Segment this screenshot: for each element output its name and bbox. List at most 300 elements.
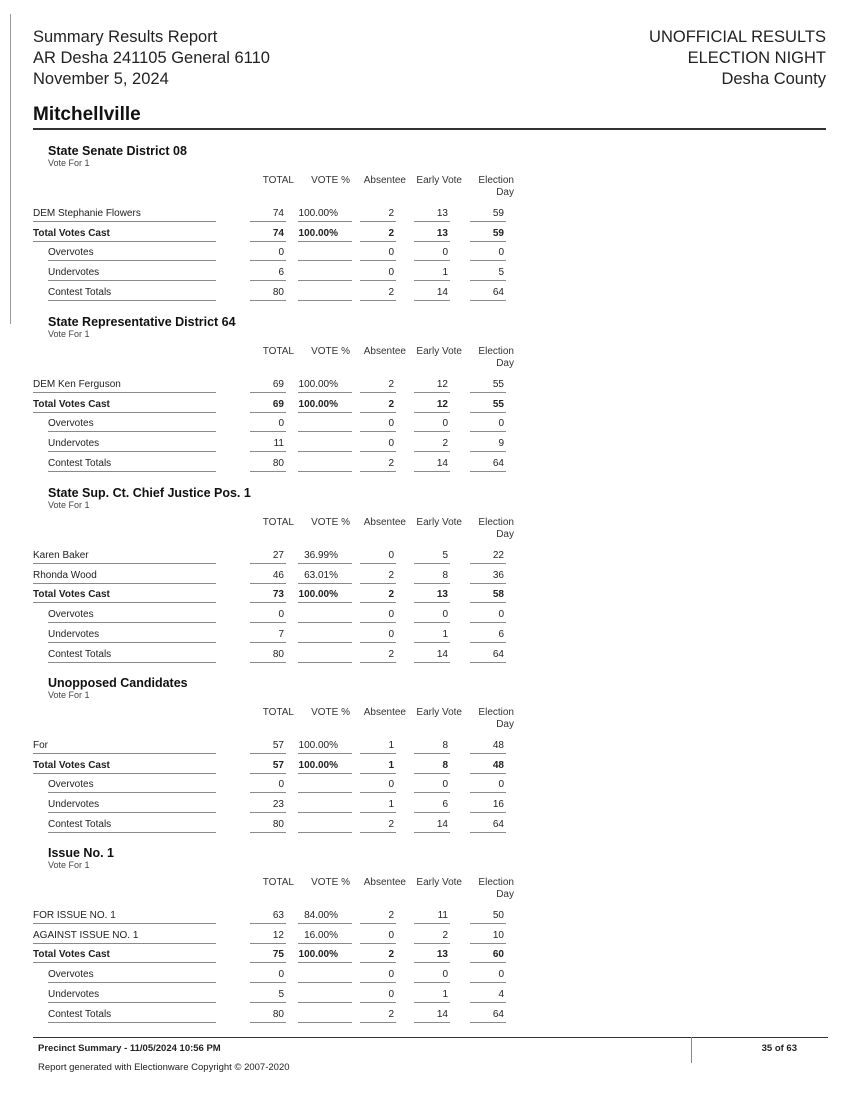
- row-underline: [470, 1002, 506, 1003]
- status-unofficial: UNOFFICIAL RESULTS: [649, 28, 826, 46]
- row-underline: [360, 662, 396, 663]
- row-underline: [470, 431, 506, 432]
- candidate-name: DEM Ken Ferguson: [33, 379, 121, 390]
- column-header-election-day: [470, 517, 514, 541]
- row-underline: [470, 392, 506, 393]
- row-underline: [48, 982, 216, 983]
- row-underline: [414, 583, 450, 584]
- row-underline: [250, 982, 286, 983]
- row-underline: [48, 662, 216, 663]
- absentee-value: 2: [388, 286, 394, 298]
- row-underline: [250, 583, 286, 584]
- row-underline: [360, 583, 396, 584]
- vote-pct-value: 100.00%: [298, 949, 338, 961]
- absentee-value: 1: [388, 759, 394, 771]
- row-underline: [250, 832, 286, 833]
- row-underline: [250, 662, 286, 663]
- absentee-value: 0: [388, 609, 394, 621]
- row-underline: [298, 431, 352, 432]
- absentee-value: 0: [388, 969, 394, 981]
- column-header-total: TOTAL: [262, 346, 294, 357]
- row-underline: [250, 923, 286, 924]
- row-underline: [470, 832, 506, 833]
- row-underline: [414, 412, 450, 413]
- report-header-left: [33, 27, 270, 90]
- contest-title: Issue No. 1: [48, 846, 114, 860]
- row-underline: [470, 923, 506, 924]
- row-underline: [33, 392, 216, 393]
- total-votes-label: Total Votes Cast: [33, 949, 110, 961]
- total-value: 0: [278, 779, 284, 791]
- row-underline: [414, 602, 450, 603]
- row-underline: [48, 622, 216, 623]
- row-underline: [470, 412, 506, 413]
- row-underline: [414, 431, 450, 432]
- column-header-election-day-line2: Day: [496, 187, 514, 198]
- absentee-value: 0: [388, 267, 394, 279]
- early-vote-value: 14: [436, 648, 448, 660]
- row-underline: [298, 662, 352, 663]
- summary-row-label: Overvotes: [48, 779, 94, 791]
- total-value: 73: [272, 589, 284, 601]
- column-header-election-day-line1: Election: [478, 346, 514, 357]
- column-header-early-vote: Early Vote: [416, 877, 462, 888]
- row-underline: [250, 642, 286, 643]
- report-title: Summary Results Report: [33, 28, 218, 46]
- row-underline: [360, 280, 396, 281]
- row-underline: [250, 1002, 286, 1003]
- footer-rule: [33, 1037, 828, 1038]
- total-value: 80: [272, 648, 284, 660]
- row-underline: [470, 563, 506, 564]
- early-vote-value: 12: [436, 398, 448, 410]
- row-underline: [414, 241, 450, 242]
- row-underline: [250, 280, 286, 281]
- total-votes-label: Total Votes Cast: [33, 398, 110, 410]
- total-value: 6: [278, 267, 284, 279]
- total-value: 23: [272, 799, 284, 811]
- early-vote-value: 8: [442, 740, 448, 751]
- election-day-value: 0: [498, 247, 504, 259]
- absentee-value: 2: [388, 949, 394, 961]
- summary-row-label: Contest Totals: [48, 648, 112, 660]
- row-underline: [33, 753, 216, 754]
- row-underline: [414, 642, 450, 643]
- column-header-vote-pct: VOTE %: [311, 517, 350, 528]
- row-underline: [360, 962, 396, 963]
- vote-pct-value: 100.00%: [298, 759, 338, 771]
- vote-pct-value: 100.00%: [298, 398, 338, 410]
- total-value: 0: [278, 247, 284, 259]
- row-underline: [48, 1022, 216, 1023]
- row-underline: [33, 583, 216, 584]
- row-underline: [360, 773, 396, 774]
- election-day-value: 50: [492, 910, 504, 921]
- row-underline: [414, 392, 450, 393]
- row-underline: [250, 431, 286, 432]
- summary-row-label: Overvotes: [48, 418, 94, 430]
- row-underline: [48, 431, 216, 432]
- election-day-value: 64: [492, 1008, 504, 1020]
- early-vote-value: 14: [436, 1008, 448, 1020]
- column-header-total: TOTAL: [262, 517, 294, 528]
- row-underline: [250, 260, 286, 261]
- vote-pct-value: 16.00%: [304, 929, 338, 941]
- election-day-value: 9: [498, 438, 504, 450]
- row-underline: [470, 260, 506, 261]
- row-underline: [470, 300, 506, 301]
- column-header-total: TOTAL: [262, 707, 294, 718]
- summary-row-label: Contest Totals: [48, 286, 112, 298]
- row-underline: [470, 642, 506, 643]
- row-underline: [48, 642, 216, 643]
- row-underline: [250, 943, 286, 944]
- column-header-election-day-line1: Election: [478, 175, 514, 186]
- row-underline: [360, 392, 396, 393]
- row-underline: [250, 812, 286, 813]
- row-underline: [33, 943, 216, 944]
- row-underline: [298, 832, 352, 833]
- total-votes-label: Total Votes Cast: [33, 589, 110, 601]
- column-header-vote-pct: VOTE %: [311, 877, 350, 888]
- absentee-value: 0: [388, 418, 394, 430]
- summary-row-label: Overvotes: [48, 969, 94, 981]
- total-value: 46: [272, 569, 284, 581]
- early-vote-value: 8: [442, 569, 448, 581]
- row-underline: [298, 923, 352, 924]
- row-underline: [48, 1002, 216, 1003]
- row-underline: [414, 753, 450, 754]
- row-underline: [360, 812, 396, 813]
- row-underline: [414, 792, 450, 793]
- early-vote-value: 13: [436, 227, 448, 239]
- vote-pct-value: 63.01%: [304, 569, 338, 581]
- row-underline: [298, 1022, 352, 1023]
- absentee-value: 0: [388, 628, 394, 640]
- column-header-early-vote: Early Vote: [416, 346, 462, 357]
- total-value: 11: [273, 438, 284, 450]
- row-underline: [298, 300, 352, 301]
- early-vote-value: 0: [442, 969, 448, 981]
- precinct-title: Mitchellville: [33, 104, 141, 125]
- election-day-value: 22: [492, 550, 504, 561]
- row-underline: [360, 792, 396, 793]
- row-underline: [414, 1022, 450, 1023]
- row-underline: [414, 832, 450, 833]
- vote-for-label: Vote For 1: [48, 158, 90, 168]
- absentee-value: 0: [388, 550, 394, 561]
- candidate-name: For: [33, 740, 48, 751]
- column-header-absentee: Absentee: [363, 517, 406, 528]
- row-underline: [414, 662, 450, 663]
- column-header-vote-pct: VOTE %: [311, 175, 350, 186]
- vote-for-label: Vote For 1: [48, 690, 90, 700]
- row-underline: [414, 943, 450, 944]
- row-underline: [48, 300, 216, 301]
- early-vote-value: 2: [442, 438, 448, 450]
- absentee-value: 0: [388, 988, 394, 1000]
- row-underline: [360, 1002, 396, 1003]
- total-value: 80: [272, 457, 284, 469]
- early-vote-value: 14: [436, 818, 448, 830]
- row-underline: [414, 221, 450, 222]
- election-day-value: 60: [492, 949, 504, 961]
- row-underline: [298, 642, 352, 643]
- row-underline: [298, 563, 352, 564]
- absentee-value: 2: [388, 227, 394, 239]
- row-underline: [414, 1002, 450, 1003]
- row-underline: [360, 300, 396, 301]
- row-underline: [414, 982, 450, 983]
- summary-row-label: Undervotes: [48, 628, 100, 640]
- column-header-absentee: Absentee: [363, 707, 406, 718]
- early-vote-value: 0: [442, 779, 448, 791]
- early-vote-value: 0: [442, 247, 448, 259]
- column-header-election-day-line1: Election: [478, 877, 514, 888]
- total-value: 27: [272, 550, 284, 561]
- column-header-election-day: [470, 877, 514, 901]
- absentee-value: 2: [388, 1008, 394, 1020]
- row-underline: [360, 241, 396, 242]
- total-value: 57: [272, 759, 284, 771]
- contest-title: State Senate District 08: [48, 144, 187, 158]
- row-underline: [48, 792, 216, 793]
- election-day-value: 36: [492, 569, 504, 581]
- row-underline: [298, 241, 352, 242]
- row-underline: [33, 563, 216, 564]
- total-value: 5: [278, 988, 284, 1000]
- absentee-value: 2: [388, 910, 394, 921]
- row-underline: [298, 773, 352, 774]
- row-underline: [33, 602, 216, 603]
- row-underline: [298, 622, 352, 623]
- total-value: 63: [272, 910, 284, 921]
- row-underline: [360, 221, 396, 222]
- row-underline: [360, 923, 396, 924]
- absentee-value: 0: [388, 247, 394, 259]
- total-value: 75: [272, 949, 284, 961]
- row-underline: [414, 260, 450, 261]
- row-underline: [250, 962, 286, 963]
- absentee-value: 2: [388, 208, 394, 219]
- row-underline: [250, 602, 286, 603]
- election-day-value: 5: [498, 267, 504, 279]
- row-underline: [414, 563, 450, 564]
- row-underline: [360, 451, 396, 452]
- candidate-name: DEM Stephanie Flowers: [33, 208, 141, 219]
- election-date: November 5, 2024: [33, 70, 169, 88]
- row-underline: [33, 773, 216, 774]
- total-value: 0: [278, 969, 284, 981]
- row-underline: [470, 662, 506, 663]
- total-votes-label: Total Votes Cast: [33, 227, 110, 239]
- row-underline: [33, 412, 216, 413]
- early-vote-value: 2: [442, 929, 448, 941]
- column-header-election-day: [470, 707, 514, 731]
- election-day-value: 58: [492, 589, 504, 601]
- row-underline: [470, 583, 506, 584]
- candidate-name: FOR ISSUE NO. 1: [33, 910, 116, 921]
- vote-for-label: Vote For 1: [48, 500, 90, 510]
- row-underline: [360, 431, 396, 432]
- summary-row-label: Undervotes: [48, 988, 100, 1000]
- row-underline: [360, 832, 396, 833]
- vote-pct-value: 100.00%: [298, 740, 338, 751]
- contest-title: State Sup. Ct. Chief Justice Pos. 1: [48, 486, 251, 500]
- column-header-absentee: Absentee: [363, 346, 406, 357]
- row-underline: [48, 812, 216, 813]
- column-header-total: TOTAL: [262, 175, 294, 186]
- total-value: 69: [272, 398, 284, 410]
- election-day-value: 64: [492, 286, 504, 298]
- absentee-value: 2: [388, 398, 394, 410]
- vote-pct-value: 100.00%: [298, 208, 338, 219]
- row-underline: [360, 622, 396, 623]
- absentee-value: 0: [388, 438, 394, 450]
- row-underline: [470, 982, 506, 983]
- vote-pct-value: 100.00%: [298, 589, 338, 601]
- election-day-value: 59: [492, 208, 504, 219]
- row-underline: [470, 221, 506, 222]
- column-header-early-vote: Early Vote: [416, 517, 462, 528]
- column-header-early-vote: Early Vote: [416, 175, 462, 186]
- row-underline: [414, 280, 450, 281]
- early-vote-value: 13: [436, 589, 448, 601]
- row-underline: [470, 602, 506, 603]
- report-header-right: [649, 27, 826, 90]
- precinct-rule: [33, 128, 826, 130]
- row-underline: [250, 792, 286, 793]
- early-vote-value: 12: [436, 379, 448, 390]
- election-day-value: 0: [498, 418, 504, 430]
- row-underline: [470, 241, 506, 242]
- early-vote-value: 0: [442, 418, 448, 430]
- row-underline: [414, 451, 450, 452]
- row-underline: [470, 622, 506, 623]
- election-name: AR Desha 241105 General 6110: [33, 49, 270, 67]
- column-header-election-day-line2: Day: [496, 719, 514, 730]
- early-vote-value: 11: [437, 910, 448, 921]
- row-underline: [250, 221, 286, 222]
- column-header-vote-pct: VOTE %: [311, 707, 350, 718]
- row-underline: [48, 471, 216, 472]
- row-underline: [360, 642, 396, 643]
- precinct-summary-timestamp: Precinct Summary - 11/05/2024 10:56 PM: [38, 1043, 221, 1054]
- candidate-name: Rhonda Wood: [33, 569, 97, 581]
- row-underline: [360, 602, 396, 603]
- early-vote-value: 14: [436, 286, 448, 298]
- column-header-election-day: [470, 346, 514, 370]
- row-underline: [298, 792, 352, 793]
- row-underline: [250, 451, 286, 452]
- row-underline: [360, 943, 396, 944]
- row-underline: [470, 451, 506, 452]
- row-underline: [250, 392, 286, 393]
- row-underline: [298, 583, 352, 584]
- row-underline: [414, 773, 450, 774]
- election-day-value: 59: [492, 227, 504, 239]
- row-underline: [250, 471, 286, 472]
- row-underline: [298, 451, 352, 452]
- summary-row-label: Undervotes: [48, 799, 100, 811]
- copyright-notice: Report generated with Electionware Copyright © 2007-2020: [38, 1062, 290, 1073]
- row-underline: [360, 471, 396, 472]
- row-underline: [33, 962, 216, 963]
- column-header-election-day: [470, 175, 514, 199]
- row-underline: [250, 622, 286, 623]
- row-underline: [470, 773, 506, 774]
- county-name: Desha County: [721, 70, 826, 88]
- total-value: 74: [272, 227, 284, 239]
- absentee-value: 2: [388, 818, 394, 830]
- column-header-total: TOTAL: [262, 877, 294, 888]
- election-day-value: 64: [492, 457, 504, 469]
- row-underline: [48, 832, 216, 833]
- early-vote-value: 5: [442, 550, 448, 561]
- election-day-value: 6: [498, 628, 504, 640]
- summary-row-label: Overvotes: [48, 247, 94, 259]
- row-underline: [298, 412, 352, 413]
- early-vote-value: 14: [436, 457, 448, 469]
- status-election-night: ELECTION NIGHT: [687, 49, 826, 67]
- absentee-value: 2: [388, 648, 394, 660]
- election-day-value: 16: [492, 799, 504, 811]
- row-underline: [360, 1022, 396, 1023]
- total-value: 12: [272, 929, 284, 941]
- absentee-value: 2: [388, 589, 394, 601]
- row-underline: [298, 260, 352, 261]
- row-underline: [470, 792, 506, 793]
- vote-pct-value: 84.00%: [304, 910, 338, 921]
- row-underline: [250, 563, 286, 564]
- row-underline: [298, 392, 352, 393]
- absentee-value: 2: [388, 569, 394, 581]
- summary-row-label: Undervotes: [48, 438, 100, 450]
- early-vote-value: 13: [436, 208, 448, 219]
- column-header-election-day-line2: Day: [496, 529, 514, 540]
- row-underline: [298, 1002, 352, 1003]
- row-underline: [250, 1022, 286, 1023]
- row-underline: [470, 1022, 506, 1023]
- total-value: 80: [272, 1008, 284, 1020]
- row-underline: [298, 221, 352, 222]
- row-underline: [250, 412, 286, 413]
- row-underline: [250, 753, 286, 754]
- row-underline: [470, 943, 506, 944]
- election-day-value: 55: [492, 398, 504, 410]
- early-vote-value: 8: [442, 759, 448, 771]
- row-underline: [298, 943, 352, 944]
- row-underline: [470, 812, 506, 813]
- election-day-value: 0: [498, 969, 504, 981]
- total-value: 80: [272, 286, 284, 298]
- column-header-election-day-line2: Day: [496, 358, 514, 369]
- row-underline: [360, 260, 396, 261]
- column-header-absentee: Absentee: [363, 175, 406, 186]
- row-underline: [298, 602, 352, 603]
- row-underline: [48, 280, 216, 281]
- total-value: 57: [272, 740, 284, 751]
- row-underline: [360, 563, 396, 564]
- vote-pct-value: 100.00%: [298, 227, 338, 239]
- summary-row-label: Contest Totals: [48, 818, 112, 830]
- election-day-value: 0: [498, 779, 504, 791]
- row-underline: [414, 300, 450, 301]
- absentee-value: 0: [388, 929, 394, 941]
- row-underline: [48, 260, 216, 261]
- footer-divider: [691, 1037, 692, 1063]
- row-underline: [33, 221, 216, 222]
